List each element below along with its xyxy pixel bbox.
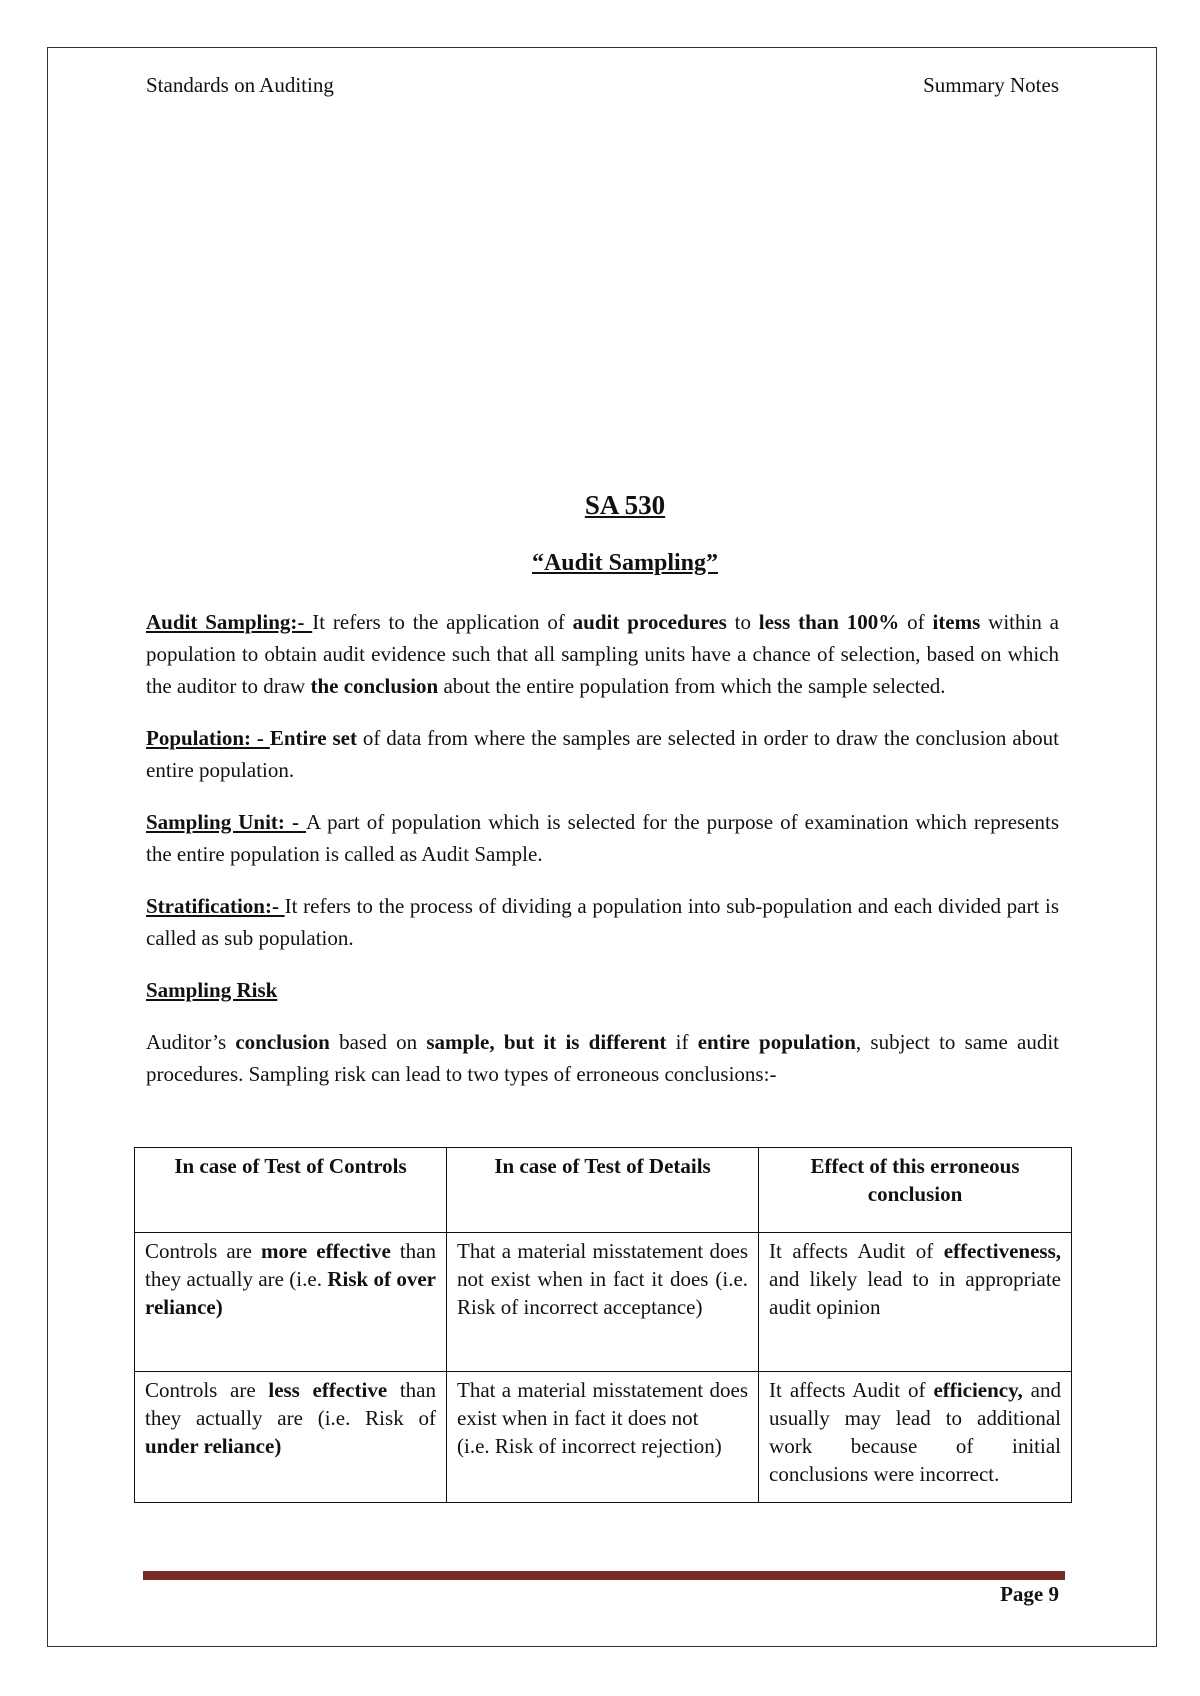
table-row	[135, 1372, 1072, 1503]
text-line: That a material misstatement does exist when in fact it does not	[457, 1378, 749, 1430]
header-right: Summary Notes	[923, 73, 1059, 97]
bold-run: less effective	[268, 1378, 388, 1402]
bold-run: audit procedures	[572, 610, 727, 634]
text-run: about the entire population from which the sample selected.	[438, 674, 946, 698]
population-definition	[146, 722, 1059, 786]
bold-run: effectiveness,	[943, 1239, 1061, 1263]
bold-run: )	[215, 1295, 223, 1319]
text-run: of	[899, 610, 933, 634]
sampling-unit-definition	[146, 806, 1059, 870]
text-run: of data from where the samples are selected in order to draw the conclusion about entire population.	[146, 726, 1059, 782]
bold-run: more effective	[260, 1239, 391, 1263]
table-header-cell: Effect of this erroneous conclusion	[759, 1148, 1072, 1233]
bold-run: efficiency,	[933, 1378, 1023, 1402]
text-line: (i.e. Risk of incorrect rejection)	[457, 1434, 722, 1458]
bold-run: the conclusion	[310, 674, 439, 698]
text-run: A part of population which is selected for the purpose of examination which represents the entire population is called as Audit Sample.	[146, 810, 1060, 866]
standard-title-text: “Audit Sampling”	[531, 550, 719, 576]
table-header-row	[135, 1148, 1072, 1233]
table-row	[135, 1233, 1072, 1372]
standard-number-text: SA 530	[584, 490, 666, 520]
sampling-risk-paragraph	[146, 1026, 1059, 1090]
table-header-cell: In case of Test of Controls	[135, 1148, 447, 1233]
bold-run: items	[932, 610, 981, 634]
sampling-unit-term: Sampling Unit: -	[146, 810, 307, 834]
text-run: , subject to same audit procedures. Sampling risk can lead to two types of erroneous conclusions:-	[146, 1030, 1060, 1086]
sampling-risk-table	[134, 1147, 1072, 1503]
table-cell	[759, 1372, 1072, 1503]
text-run: Auditor’s	[146, 1030, 236, 1054]
audit-sampling-definition	[146, 606, 1059, 702]
text-run: It affects Audit of	[769, 1239, 944, 1263]
text-run: if	[666, 1030, 698, 1054]
document-body	[146, 606, 1059, 1110]
text-run: within a population to obtain audit evidence such that all sampling units have a chance of selection, based on which the auditor to draw	[146, 610, 1059, 698]
stratification-definition	[146, 890, 1059, 954]
audit-sampling-term: Audit Sampling:-	[146, 610, 313, 634]
text-run: It refers to the process of dividing a population into sub-population and each divided part is called as sub population.	[146, 894, 1059, 950]
bold-run: entire population	[697, 1030, 856, 1054]
text-run: based on	[329, 1030, 427, 1054]
bold-run: Entire set	[269, 726, 357, 750]
header-left: Standards on Auditing	[146, 73, 334, 97]
text-run: It refers to the application of	[312, 610, 573, 634]
text-run: and usually may lead to additional work because of initial conclusions were incorrect.	[769, 1378, 1061, 1486]
bold-run: Risk of over reliance	[145, 1267, 437, 1319]
table-cell	[447, 1372, 759, 1503]
text-run: than they actually are (i.e.	[145, 1239, 437, 1291]
table-header-cell: In case of Test of Details	[447, 1148, 759, 1233]
footer-divider	[143, 1571, 1065, 1580]
standard-number	[0, 490, 1200, 521]
table-cell: That a material misstatement does not exist when in fact it does (i.e. Risk of incorrect acceptance)	[447, 1233, 759, 1372]
bold-run: conclusion	[235, 1030, 330, 1054]
text-run: than they actually are (i.e. Risk of	[145, 1378, 437, 1430]
text-run: It affects Audit of	[769, 1378, 934, 1402]
text-run: to	[726, 610, 759, 634]
sampling-risk-heading	[146, 974, 1059, 1006]
table-cell	[135, 1372, 447, 1503]
bold-run: sample, but it is different	[426, 1030, 667, 1054]
text-run: and likely lead to in appropriate audit opinion	[769, 1267, 1061, 1319]
page-number: Page 9	[1000, 1582, 1059, 1606]
table-cell	[759, 1233, 1072, 1372]
bold-run: less than 100%	[758, 610, 900, 634]
population-term: Population: -	[146, 726, 270, 750]
bold-run: under reliance	[145, 1434, 275, 1458]
bold-run: )	[274, 1434, 282, 1458]
text-run: Controls are	[145, 1378, 269, 1402]
text-run: Controls are	[145, 1239, 261, 1263]
stratification-term: Stratification:-	[146, 894, 285, 918]
sampling-risk-heading-text: Sampling Risk	[146, 978, 278, 1002]
standard-title	[0, 550, 1200, 577]
table-cell	[135, 1233, 447, 1372]
